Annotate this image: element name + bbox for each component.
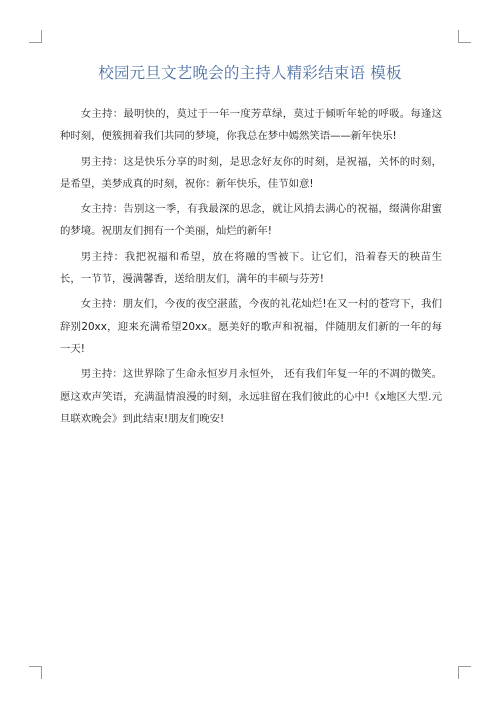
paragraph-female-host-3: 女主持：朋友们，今夜的夜空湛蓝，今夜的礼花灿烂!在又一村的苍穹下，我们辞别20xx，迎来充满希望20xx。愿美好的歌声和祝福，伴随朋友们新的一年的每一天! bbox=[60, 298, 442, 355]
document-body bbox=[60, 103, 442, 433]
crop-mark-top-left bbox=[29, 30, 42, 43]
crop-mark-top-right bbox=[458, 30, 471, 43]
paragraph-male-host-1: 男主持：这是快乐分享的时刻，是思念好友你的时刻，是祝福，关怀的时刻，是希望，美梦成真的时刻，祝你：新年快乐，佳节如意! bbox=[60, 155, 442, 190]
paragraph-female-host-1: 女主持：最明快的，莫过于一年一度芳草绿，莫过于倾听年轮的呼吸。每逢这种时刻，便簇拥着我们共同的梦境，你我总在梦中嫣然笑语——新年快乐! bbox=[60, 108, 442, 143]
crop-mark-bottom-right bbox=[458, 666, 471, 679]
crop-mark-bottom-left bbox=[29, 666, 42, 679]
document-title: 校园元旦文艺晚会的主持人精彩结束语 模板 bbox=[98, 64, 402, 82]
paragraph-male-host-2: 男主持：我把祝福和希望，放在将融的雪被下。让它们，沿着春天的秧苗生长，一节节，漫满馨香，送给朋友们，满年的丰硕与芬芳! bbox=[60, 250, 442, 286]
paragraph-male-host-3: 男主持：这世界除了生命永恒岁月永恒外， 还有我们年复一年的不凋的微笑。愿这欢声笑语，充满温情浪漫的时刻，永远驻留在我们彼此的心中!《x地区大型.元旦联欢晚会》到此结束!朋友们晚安! bbox=[60, 368, 442, 425]
paragraph-female-host-2: 女主持：告别这一季，有我最深的思念，就让风捎去满心的祝福，缀满你甜蜜的梦境。祝朋友们拥有一个美丽，灿烂的新年! bbox=[60, 203, 442, 238]
